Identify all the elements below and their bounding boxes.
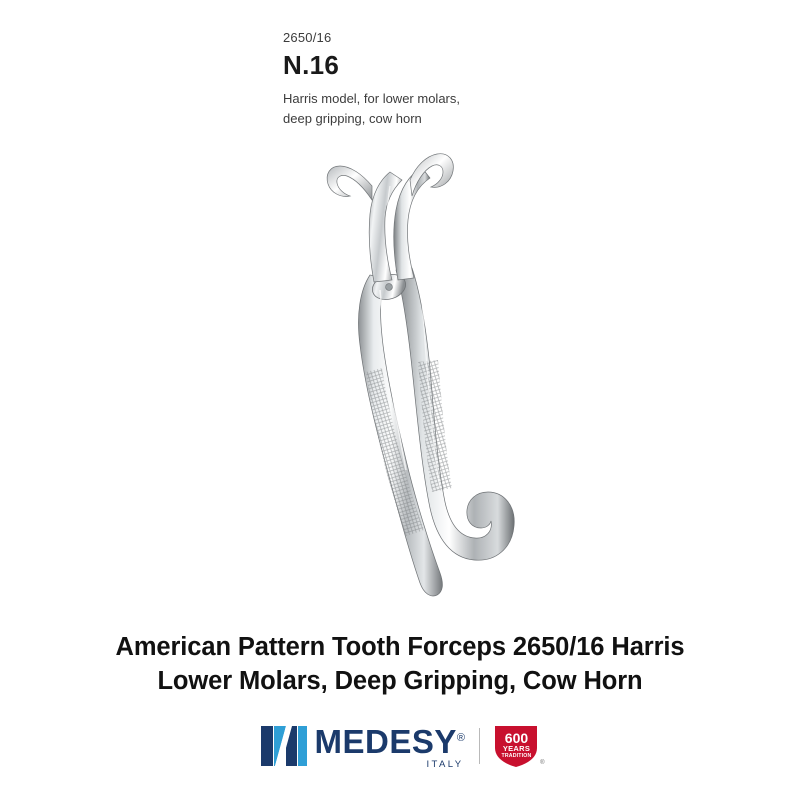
badge-registered-icon: ® (540, 760, 545, 766)
product-description (283, 89, 643, 129)
brand-logo (0, 722, 800, 770)
medesy-brand-text (315, 722, 466, 758)
medesy-mark-icon (261, 726, 307, 766)
logo-divider (479, 728, 480, 764)
badge-tradition: TRADITION (501, 753, 532, 759)
product-spec-block (283, 30, 643, 129)
medesy-country-text: ITALY (426, 759, 464, 770)
product-caption-line-1: American Pattern Tooth Forceps 2650/16 Harris (115, 633, 685, 661)
badge-years: YEARS (502, 744, 531, 753)
product-description-line-2: deep gripping, cow horn (283, 111, 422, 126)
product-code: 2650/16 (283, 30, 332, 45)
product-caption-line-2: Lower Molars, Deep Gripping, Cow Horn (157, 667, 643, 695)
forceps-beak-left (327, 166, 372, 200)
anniversary-badge (493, 724, 545, 768)
medesy-wordmark (315, 722, 466, 770)
product-description-line-1: Harris model, for lower molars, (283, 91, 460, 106)
registered-icon: ® (456, 732, 466, 744)
forceps-rivet (386, 284, 393, 291)
product-caption (40, 630, 760, 698)
product-image (300, 140, 570, 610)
badge-number: 600 (504, 730, 529, 746)
product-number: N.16 (283, 50, 340, 80)
medesy-brand-name: MEDESY (314, 723, 457, 760)
